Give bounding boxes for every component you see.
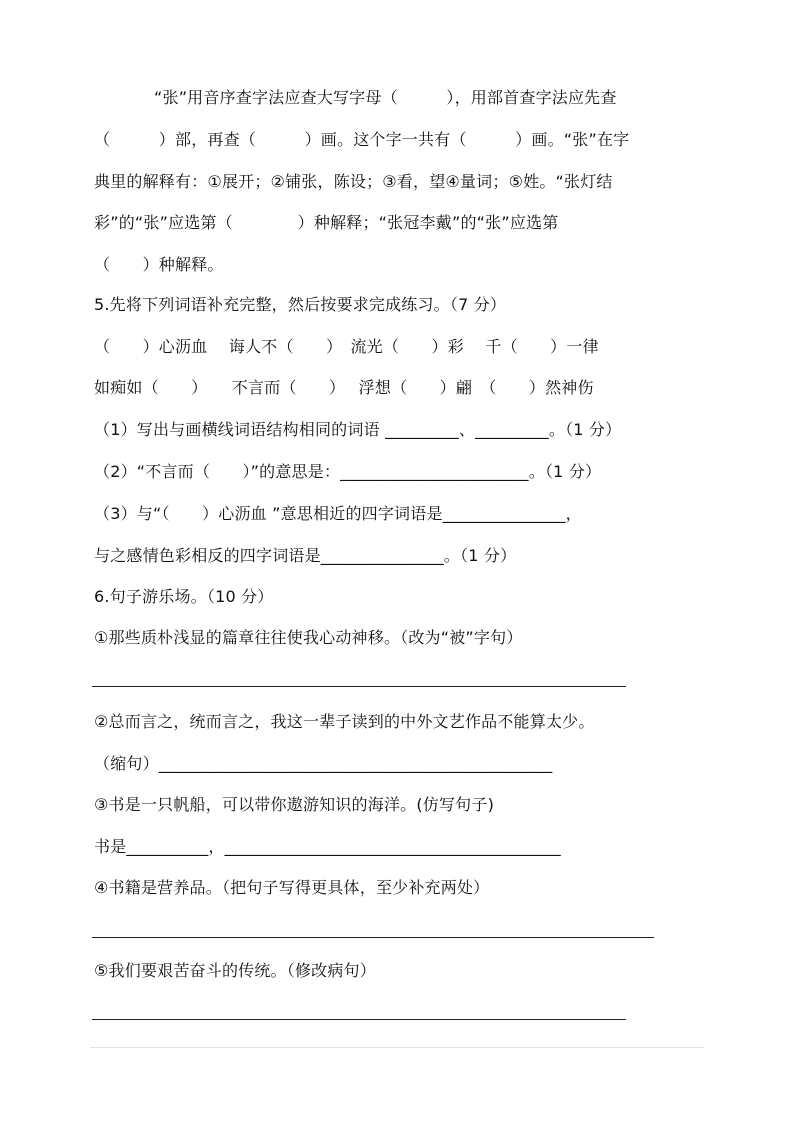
question-4-line-4: 彩”的“张”应选第（ ）种解释；“张冠李戴”的“张”应选第 — [94, 213, 559, 232]
idiom-row-2: 如痴如（ ） 不言而（ ） 浮想（ ）翩 （ ）然神伤 — [94, 378, 594, 397]
question-4-line-1: “张”用音序查字法应查大写字母（ ），用部首查字法应先查 — [154, 88, 617, 107]
sentence-3-answer-line[interactable]: 书是__________，_________________________________________ — [94, 837, 561, 856]
sentence-2-answer-line[interactable]: （缩句）________________________________________________ — [94, 754, 553, 773]
sentence-1-answer-line[interactable] — [92, 686, 626, 687]
question-5-part-3-cont: 与之感情色彩相反的四字词语是_______________。（1 分） — [94, 546, 517, 565]
sentence-5-prompt: ⑤我们要艰苦奋斗的传统。（修改病句） — [94, 961, 376, 980]
page-bottom-divider — [90, 1047, 704, 1048]
question-5-part-3: （3）与“（ ）心沥血 ”意思相近的四字词语是_______________， — [94, 504, 582, 523]
sentence-5-answer-line[interactable] — [92, 1019, 626, 1020]
idiom-row-1: （ ）心沥血 诲人不（ ） 流光（ ）彩 千（ ）一律 — [94, 337, 599, 356]
question-4-line-5: （ ）种解释。 — [94, 255, 224, 274]
sentence-4-answer-line[interactable] — [92, 937, 654, 938]
sentence-4-prompt: ④书籍是营养品。（把句子写得更具体，至少补充两处） — [94, 878, 490, 897]
question-5-heading: 5.先将下列词语补充完整，然后按要求完成练习。（7 分） — [94, 295, 507, 314]
question-5-part-2: （2）“不言而（ ）”的意思是：_______________________。（1 分） — [94, 462, 602, 481]
question-4-line-3: 典里的解释有：①展开；②铺张，陈设；③看，望④量词；⑤姓。“张灯结 — [94, 172, 613, 191]
sentence-2-prompt: ②总而言之，统而言之，我这一辈子读到的中外文艺作品不能算太少。 — [94, 712, 595, 731]
question-5-part-1: （1）写出与画横线词语结构相同的词语 _________、_________。（1 分） — [94, 420, 622, 439]
sentence-1-prompt: ①那些质朴浅显的篇章往往使我心动神移。（改为“被”字句） — [94, 628, 523, 647]
sentence-3-prompt: ③书是一只帆船，可以带你遨游知识的海洋。(仿写句子) — [94, 795, 495, 814]
question-4-line-2: （ ）部，再查（ ）画。这个字一共有（ ）画。“张”在字 — [94, 130, 630, 149]
question-6-heading: 6.句子游乐场。（10 分） — [94, 587, 274, 606]
